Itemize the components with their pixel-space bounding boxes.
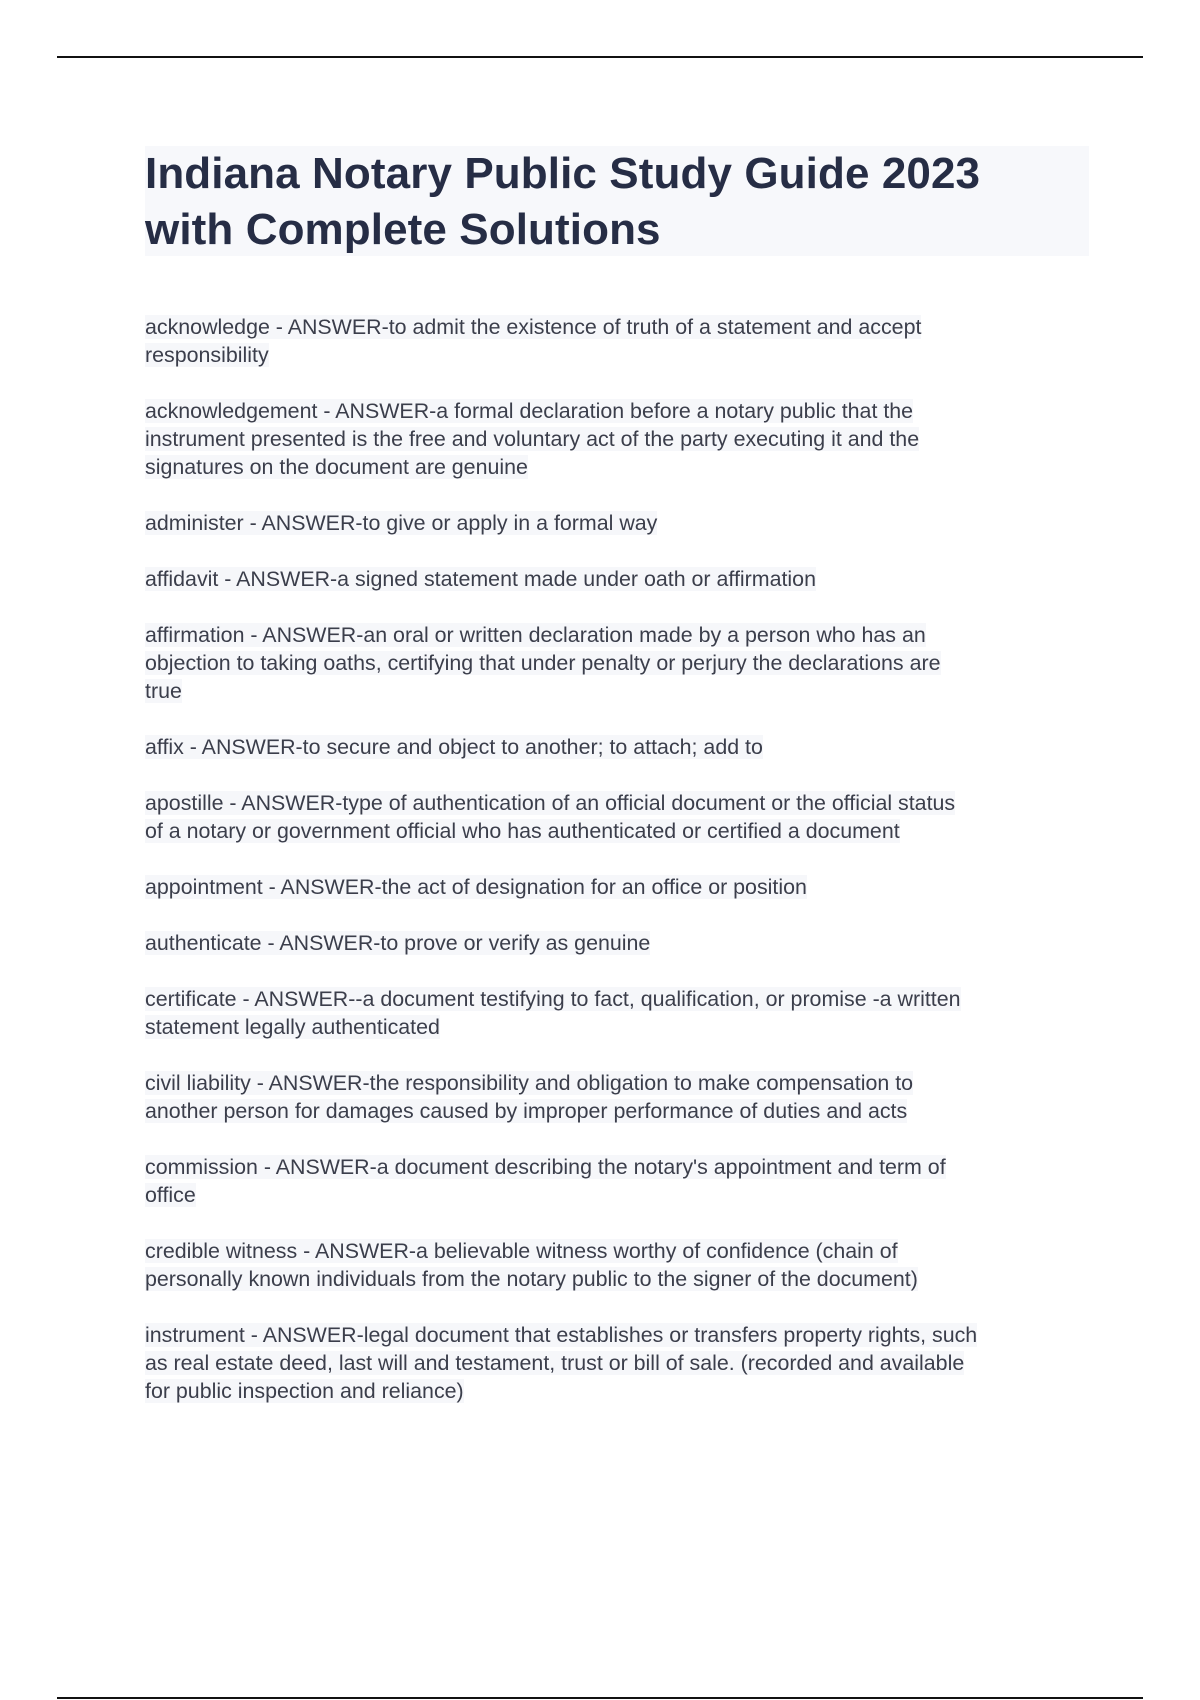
title-block [145,146,1089,256]
document-title: Indiana Notary Public Study Guide 2023 with Complete Solutions [145,149,981,254]
glossary-entry-affidavit: affidavit - ANSWER-a signed statement made under oath or affirmation [145,567,816,591]
glossary-entry-acknowledgement: acknowledgement - ANSWER-a formal declaration before a notary public that the instrument presented is the free and voluntary act of the party executing it and the signatures on the document are genuine [145,399,920,479]
glossary-list [145,313,1105,1433]
glossary-entry-commission: commission - ANSWER-a document describing the notary's appointment and term of office [145,1155,946,1207]
glossary-entry-apostille: apostille - ANSWER-type of authentication of an official document or the official status of a notary or government official who has authenticated or certified a document [145,791,956,843]
top-rule [57,56,1143,58]
glossary-entry-authenticate: authenticate - ANSWER-to prove or verify as genuine [145,931,651,955]
glossary-entry-affix: affix - ANSWER-to secure and object to another; to attach; add to [145,735,763,759]
glossary-entry-instrument: instrument - ANSWER-legal document that establishes or transfers property rights, such as real estate deed, last will and testament, trust or bill of sale. (recorded and available for public inspection and reliance) [145,1323,978,1403]
glossary-entry-affirmation: affirmation - ANSWER-an oral or written declaration made by a person who has an objection to taking oaths, certifying that under penalty or perjury the declarations are true [145,623,941,703]
glossary-entry-certificate: certificate - ANSWER--a document testifying to fact, qualification, or promise -a written statement legally authenticated [145,987,961,1039]
glossary-entry-appointment: appointment - ANSWER-the act of designation for an office or position [145,875,807,899]
glossary-entry-credible-witness: credible witness - ANSWER-a believable witness worthy of confidence (chain of personally known individuals from the notary public to the signer of the document) [145,1239,918,1291]
glossary-entry-administer: administer - ANSWER-to give or apply in a formal way [145,511,658,535]
bottom-rule [57,1697,1143,1699]
glossary-entry-acknowledge: acknowledge - ANSWER-to admit the existence of truth of a statement and accept responsibility [145,315,922,367]
glossary-entry-civil-liability: civil liability - ANSWER-the responsibility and obligation to make compensation to another person for damages caused by improper performance of duties and acts [145,1071,914,1123]
